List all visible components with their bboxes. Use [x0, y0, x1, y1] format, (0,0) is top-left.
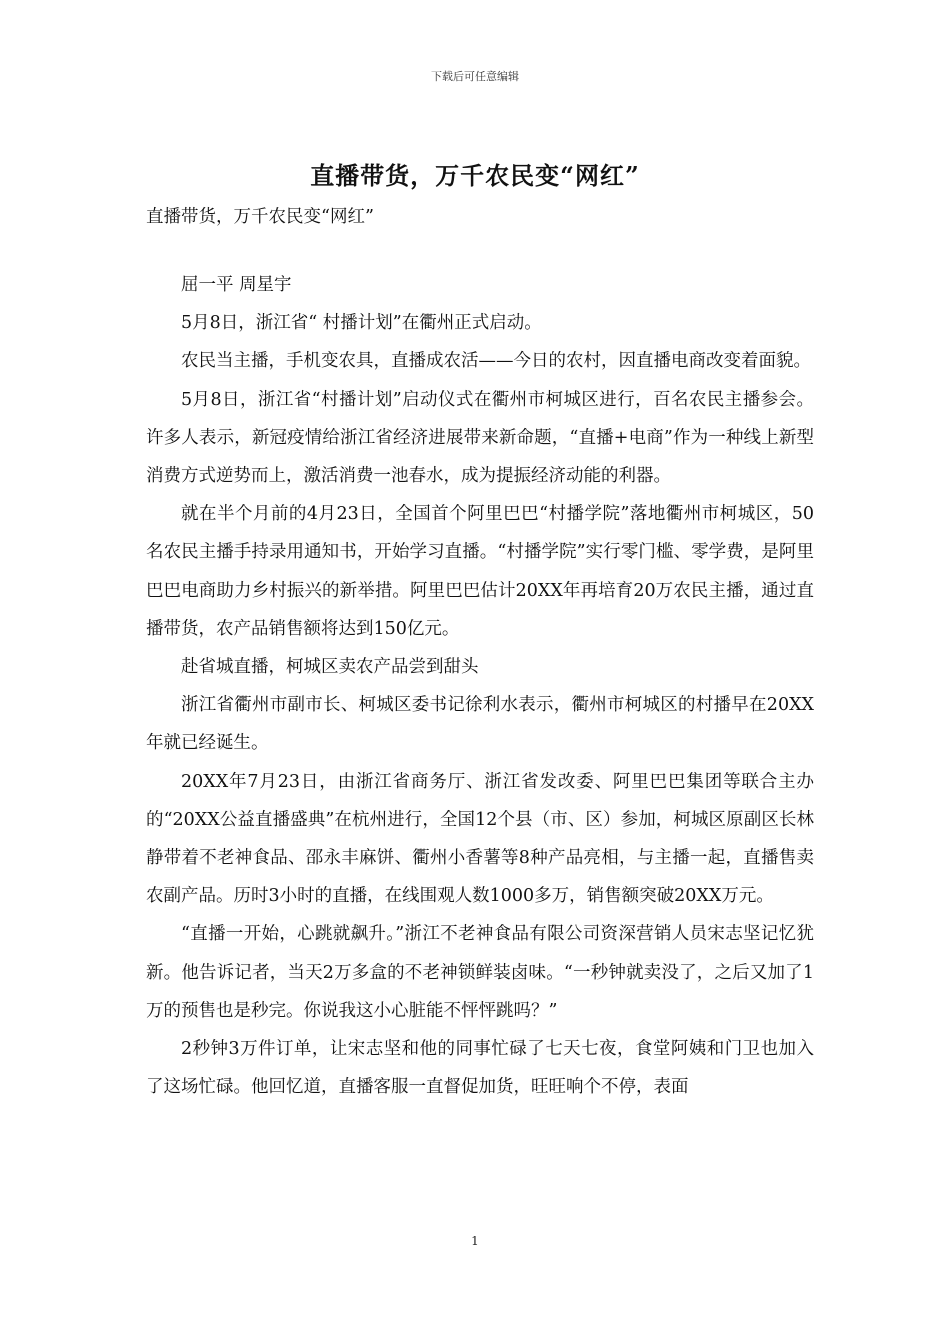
- document-title: 直播带货，万千农民变“网红”: [310, 161, 640, 190]
- paragraph: “直播一开始，心跳就飙升。”浙江不老神食品有限公司资深营销人员宋志坚记忆犹新。他告诉记者，当天2万多盒的不老神锁鲜装卤味。“一秒钟就卖没了，之后又加了1万的预售也是秒完。你说我这小心脏能不怦怦跳吗？”: [146, 924, 814, 1021]
- paragraph: 就在半个月前的4月23日，全国首个阿里巴巴“村播学院”落地衢州市柯城区，50名农民主播手持录用通知书，开始学习直播。“村播学院”实行零门槛、零学费，是阿里巴巴电商助力乡村振兴的新举措。阿里巴巴估计20XX年再培育20万农民主播，通过直播带货，农产品销售额将达到150亿元。: [146, 504, 814, 639]
- header-note: 下载后可任意编辑: [431, 70, 519, 83]
- paragraph: 20XX年7月23日，由浙江省商务厅、浙江省发改委、阿里巴巴集团等联合主办的“20XX公益直播盛典”在杭州进行，全国12个县（市、区）参加，柯城区原副区长林静带着不老神食品、邵永丰麻饼、衢州小香薯等8种产品亮相，与主播一起，直播售卖农副产品。历时3小时的直播，在线围观人数1000多万，销售额突破20XX万元。: [146, 771, 814, 907]
- paragraph: 5月8日，浙江省“村播计划”启动仪式在衢州市柯城区进行，百名农民主播参会。许多人表示，新冠疫情给浙江省经济进展带来新命题，“直播+电商”作为一种线上新型消费方式逆势而上，激活消费一池春水，成为提振经济动能的利器。: [146, 389, 814, 487]
- section-heading: 赴省城直播，柯城区卖农产品尝到甜头: [181, 657, 479, 678]
- paragraph: 5月8日，浙江省“ 村播计划”在衢州正式启动。: [181, 313, 542, 334]
- document-subtitle: 直播带货，万千农民变“网红”: [146, 207, 374, 227]
- paragraph: 2秒钟3万件订单，让宋志坚和他的同事忙碌了七天七夜，食堂阿姨和门卫也加入了这场忙碌。他回忆道，直播客服一直督促加货，旺旺响个不停，表面: [146, 1039, 814, 1098]
- page-number: 1: [471, 1234, 479, 1248]
- paragraph: 农民当主播，手机变农具，直播成农活——今日的农村，因直播电商改变着面貌。: [181, 351, 811, 372]
- document-body: [146, 266, 814, 1106]
- byline: 屈一平 周星宇: [181, 275, 292, 295]
- paragraph: 浙江省衢州市副市长、柯城区委书记徐利水表示，衢州市柯城区的村播早在20XX年就已经诞生。: [146, 695, 814, 754]
